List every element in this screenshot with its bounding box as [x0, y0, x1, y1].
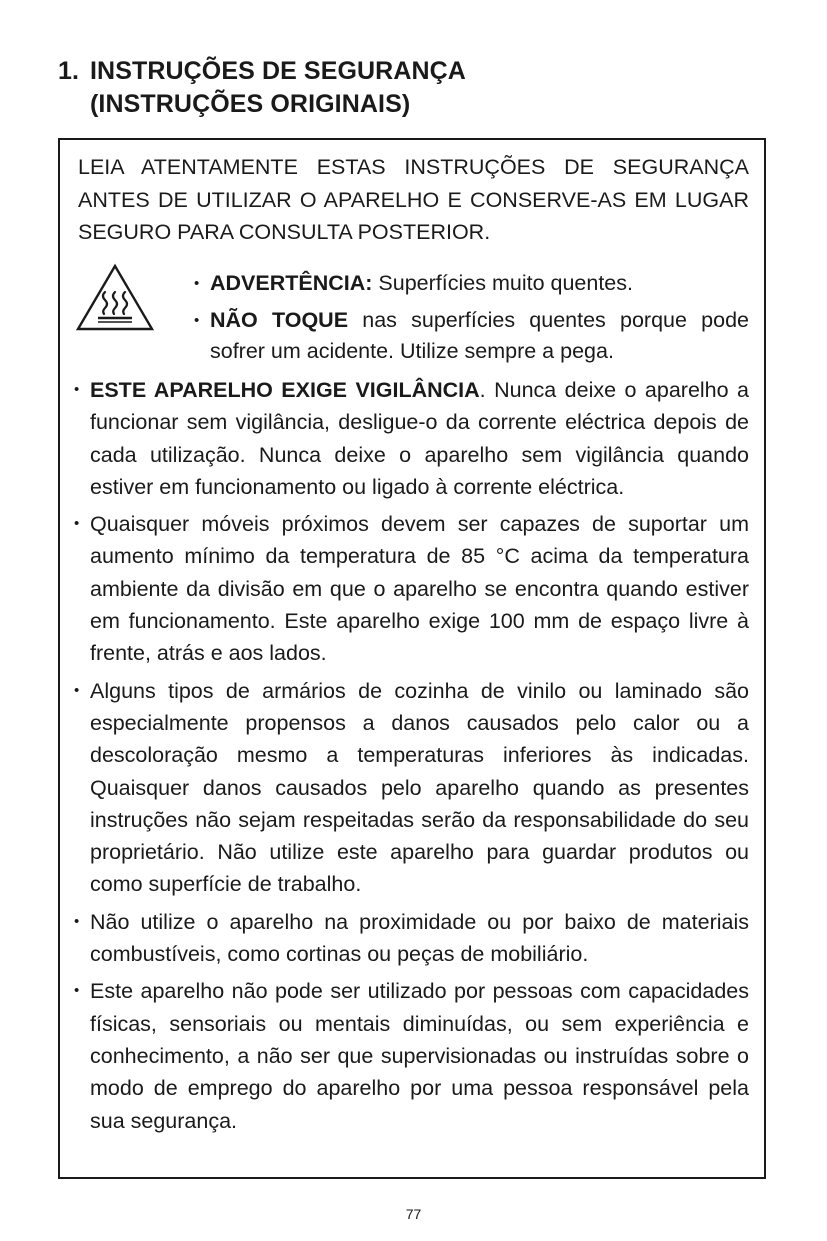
section-number: 1.: [58, 57, 80, 85]
bullet: •: [74, 381, 80, 398]
item-text: . Nunca deixe o aparelho a funcionar sem vigilância, desligue-o da corrente eléctrica depois de cada utilização. Nunca deixe o aparelho sem vigilância quando estiver em funcionamento ou ligado à corrente eléctrica.: [90, 378, 749, 499]
item-text: Alguns tipos de armários de cozinha de vinilo ou laminado são especialmente propensos a danos causados pelo calor ou a descoloração mesmo a temperaturas inferiores às indicadas. Quaisquer danos causados pelo aparelho quando as presentes instruções não sejam respeitadas serão da responsabilidade do seu proprietário. Não utilize este aparelho para guardar produtos ou como superfície de trabalho.: [90, 678, 749, 897]
bullet: •: [74, 912, 80, 930]
title-line-2: (INSTRUÇÕES ORIGINAIS): [90, 90, 411, 118]
item-text: Não utilize o aparelho na proximidade ou por baixo de materiais combustíveis, como cortinas ou peças de mobiliário.: [90, 909, 749, 967]
bullet: •: [74, 982, 80, 1000]
warning-item: [194, 305, 749, 368]
item-text: Este aparelho não pode ser utilizado por pessoas com capacidades físicas, sensoriais ou mentais diminuídas, ou sem experiência e conhecimento, a não ser que supervisionadas ou instruídas sobre o modo de emprego do aparelho por uma pessoa responsável pela sua segurança.: [90, 979, 749, 1133]
list-item: [74, 906, 749, 971]
intro-paragraph: LEIA ATENTAMENTE ESTAS INSTRUÇÕES DE SEGURANÇA ANTES DE UTILIZAR O APARELHO E CONSERVE-AS EM LUGAR SEGURO PARA CONSULTA POSTERIOR.: [78, 155, 749, 244]
item-emphasis: ESTE APARELHO EXIGE VIGILÂNCIA: [90, 378, 480, 402]
warning-label: NÃO TOQUE: [210, 307, 349, 332]
warning-label: ADVERTÊNCIA:: [210, 271, 373, 295]
bullet: •: [74, 515, 80, 533]
page-title: [58, 55, 758, 121]
list-item: [74, 975, 749, 1136]
list-item: [74, 508, 749, 669]
safety-instructions-list: [74, 374, 749, 1142]
list-item: [74, 675, 749, 901]
warning-item: [194, 268, 749, 300]
item-text: Quaisquer móveis próximos devem ser capazes de suportar um aumento mínimo da temperatura de 85 °C acima da temperatura ambiente da divisão em que o aparelho se encontra quando estiver em funcionamento. Este aparelho exige 100 mm de espaço livre à frente, atrás e aos lados.: [90, 512, 749, 666]
warning-text: Superfícies muito quentes.: [372, 271, 633, 295]
bullet: •: [194, 275, 200, 292]
warning-list: [194, 268, 749, 373]
warning-text: nas superfícies quentes porque pode sofrer um acidente. Utilize sempre a pega.: [210, 307, 749, 363]
title-line-1: INSTRUÇÕES DE SEGURANÇA: [90, 57, 466, 85]
bullet: •: [194, 311, 200, 329]
page-number: 77: [405, 1206, 422, 1222]
hot-surface-warning-icon: [74, 262, 156, 334]
list-item: [74, 374, 749, 503]
bullet: •: [74, 681, 80, 699]
